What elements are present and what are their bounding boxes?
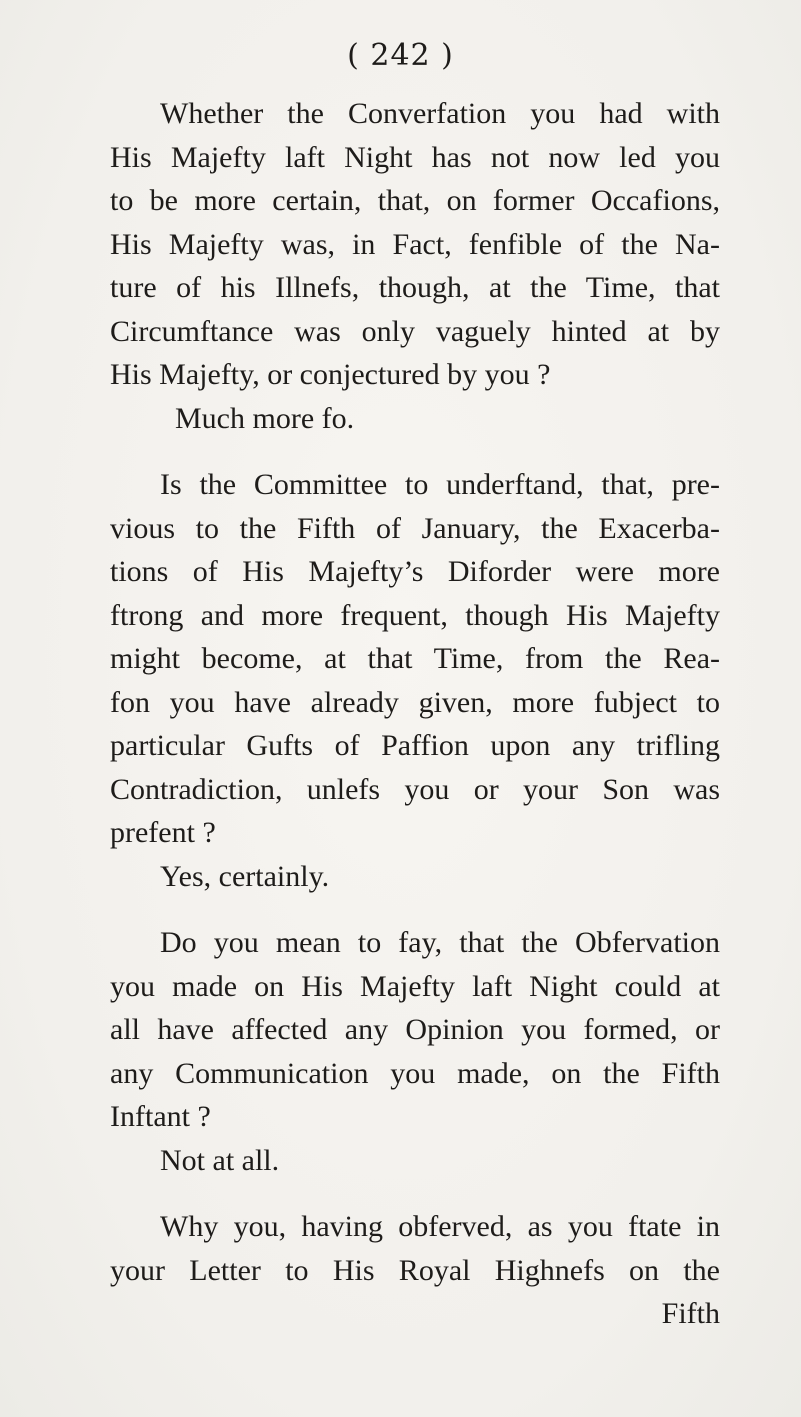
question-block	[110, 1205, 720, 1292]
answer-block	[110, 855, 720, 899]
text-line: Inftant ?	[110, 1100, 211, 1133]
text-line: His Majefty, or conjectured by you ?	[110, 358, 551, 391]
text-line: Why you, having obferved, as you ftate in	[160, 1210, 720, 1243]
question-block	[110, 921, 720, 1139]
text-line: Do you mean to fay, that the Obfervation	[160, 926, 720, 959]
page-number: ( 242 )	[347, 38, 454, 73]
text-line: your Letter to His Royal Highnefs on the	[110, 1253, 720, 1287]
text-line: particular Gufts of Paffion upon any trifling	[110, 729, 720, 762]
catchword: Fifth	[661, 1297, 720, 1330]
answer-block	[110, 1139, 720, 1183]
text-line: all have affected any Opinion you formed, or	[110, 1013, 720, 1046]
text-line: any Communication you made, on the Fifth	[110, 1056, 720, 1090]
text-line: Is the Committee to underftand, that, pre-	[160, 468, 720, 501]
answer-line: Not at all.	[160, 1143, 280, 1177]
text-line: vious to the Fifth of January, the Exacerba-	[110, 511, 720, 545]
answer-line: Yes, certainly.	[160, 859, 330, 893]
answer-block	[110, 397, 720, 441]
question-block	[110, 92, 720, 397]
text-line: His Majefty laft Night has not now led you	[110, 140, 720, 174]
text-line: prefent ?	[110, 816, 216, 849]
text-line: you made on His Majefty laft Night could at	[110, 969, 720, 1003]
answer-line: Much more fo.	[175, 401, 355, 435]
question-block	[110, 463, 720, 855]
text-line: might become, at that Time, from the Rea-	[110, 642, 720, 675]
text-line: Circumftance was only vaguely hinted at by	[110, 314, 720, 348]
text-line: tions of His Majefty’s Diforder were more	[110, 555, 720, 588]
text-line: fon you have already given, more fubject to	[110, 685, 720, 719]
text-line: His Majefty was, in Fact, fenfible of the Na-	[110, 227, 720, 261]
text-line: Whether the Converfation you had with	[160, 97, 720, 130]
page-text	[110, 92, 720, 1336]
text-line: ftrong and more frequent, though His Majefty	[110, 598, 720, 632]
text-line: ture of his Illnefs, though, at the Time, that	[110, 271, 720, 304]
text-line: to be more certain, that, on former Occafions,	[110, 184, 720, 217]
text-line: Contradiction, unlefs you or your Son was	[110, 772, 720, 806]
